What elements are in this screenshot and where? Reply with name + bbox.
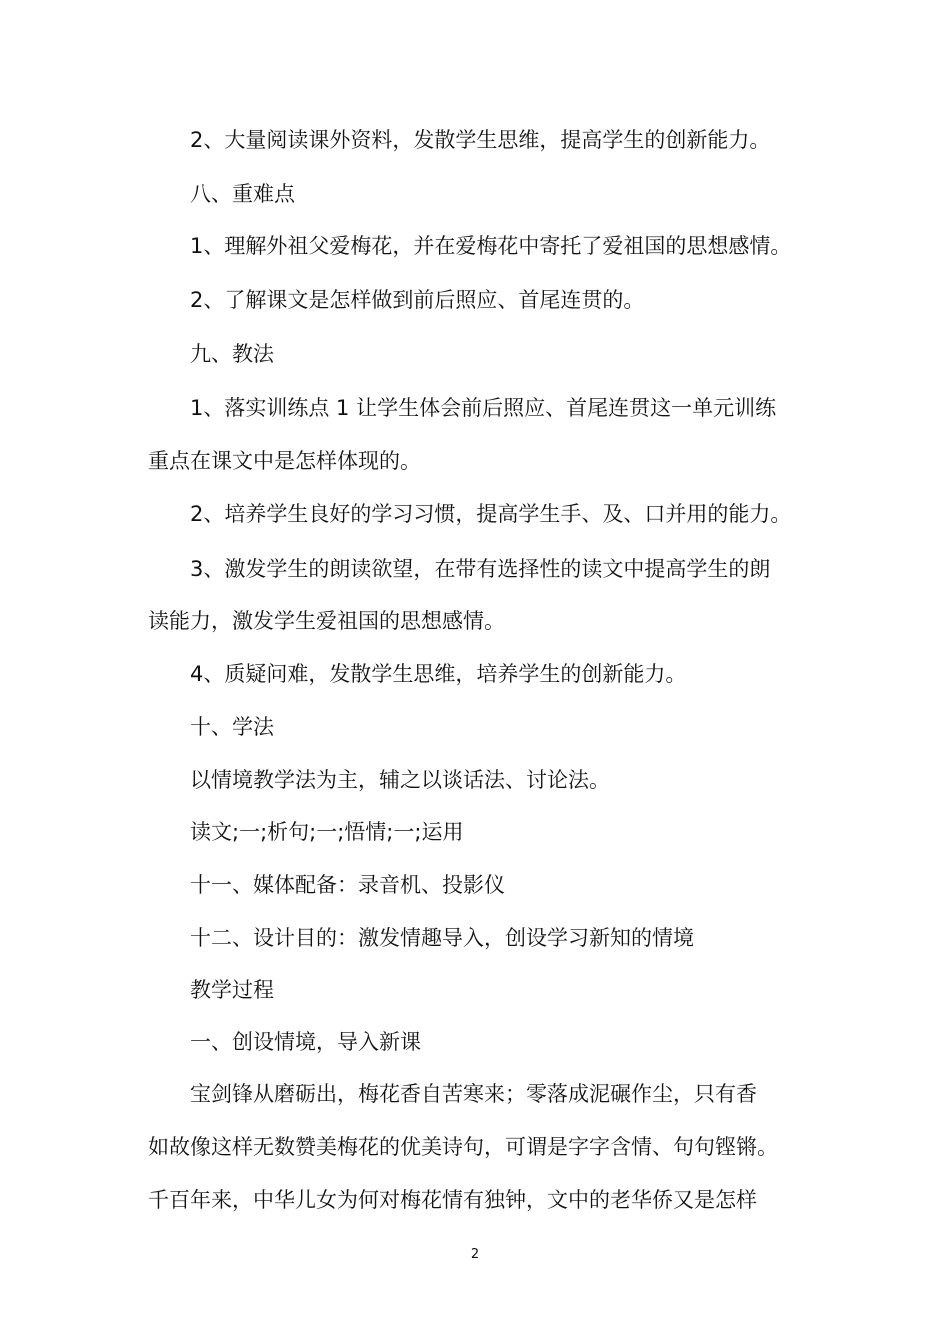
section-heading: 教学过程 [190,978,274,1002]
paragraph-line: 1、理解外祖父爱梅花，并在爱梅花中寄托了爱祖国的思想感情。 [190,234,792,258]
paragraph-line: 2、了解课文是怎样做到前后照应、首尾连贯的。 [190,288,645,312]
paragraph-line: 如故像这样无数赞美梅花的优美诗句，可谓是字字含情、句句铿锵。 [148,1135,778,1159]
section-heading: 十、学法 [190,715,274,739]
paragraph-line: 读能力，激发学生爱祖国的思想感情。 [148,609,505,633]
paragraph-line: 以情境教学法为主，辅之以谈话法、讨论法。 [190,768,610,792]
section-heading: 八、重难点 [190,182,295,206]
section-heading: 九、教法 [190,342,274,366]
paragraph-line: 3、激发学生的朗读欲望，在带有选择性的读文中提高学生的朗 [190,557,771,581]
paragraph-line: 2、大量阅读课外资料，发散学生思维，提高学生的创新能力。 [190,128,771,152]
paragraph-line: 4、质疑问难，发散学生思维，培养学生的创新能力。 [190,662,687,686]
paragraph-line: 千百年来，中华儿女为何对梅花情有独钟，文中的老华侨又是怎样 [148,1188,757,1212]
paragraph-line: 2、培养学生良好的学习习惯，提高学生手、及、口并用的能力。 [190,502,792,526]
paragraph-line: 重点在课文中是怎样体现的。 [148,449,421,473]
page-number: 2 [470,1247,480,1262]
paragraph-line: 宝剑锋从磨砺出，梅花香自苦寒来；零落成泥碾作尘，只有香 [190,1082,757,1106]
section-heading: 十二、设计目的：激发情趣导入，创设学习新知的情境 [190,926,694,950]
paragraph-line: 1、落实训练点 1 让学生体会前后照应、首尾连贯这一单元训练 [190,396,777,420]
section-heading: 一、创设情境，导入新课 [190,1030,421,1054]
section-heading: 十一、媒体配备：录音机、投影仪 [190,873,505,897]
paragraph-line: 读文;一;析句;一;悟情;一;运用 [190,820,464,844]
